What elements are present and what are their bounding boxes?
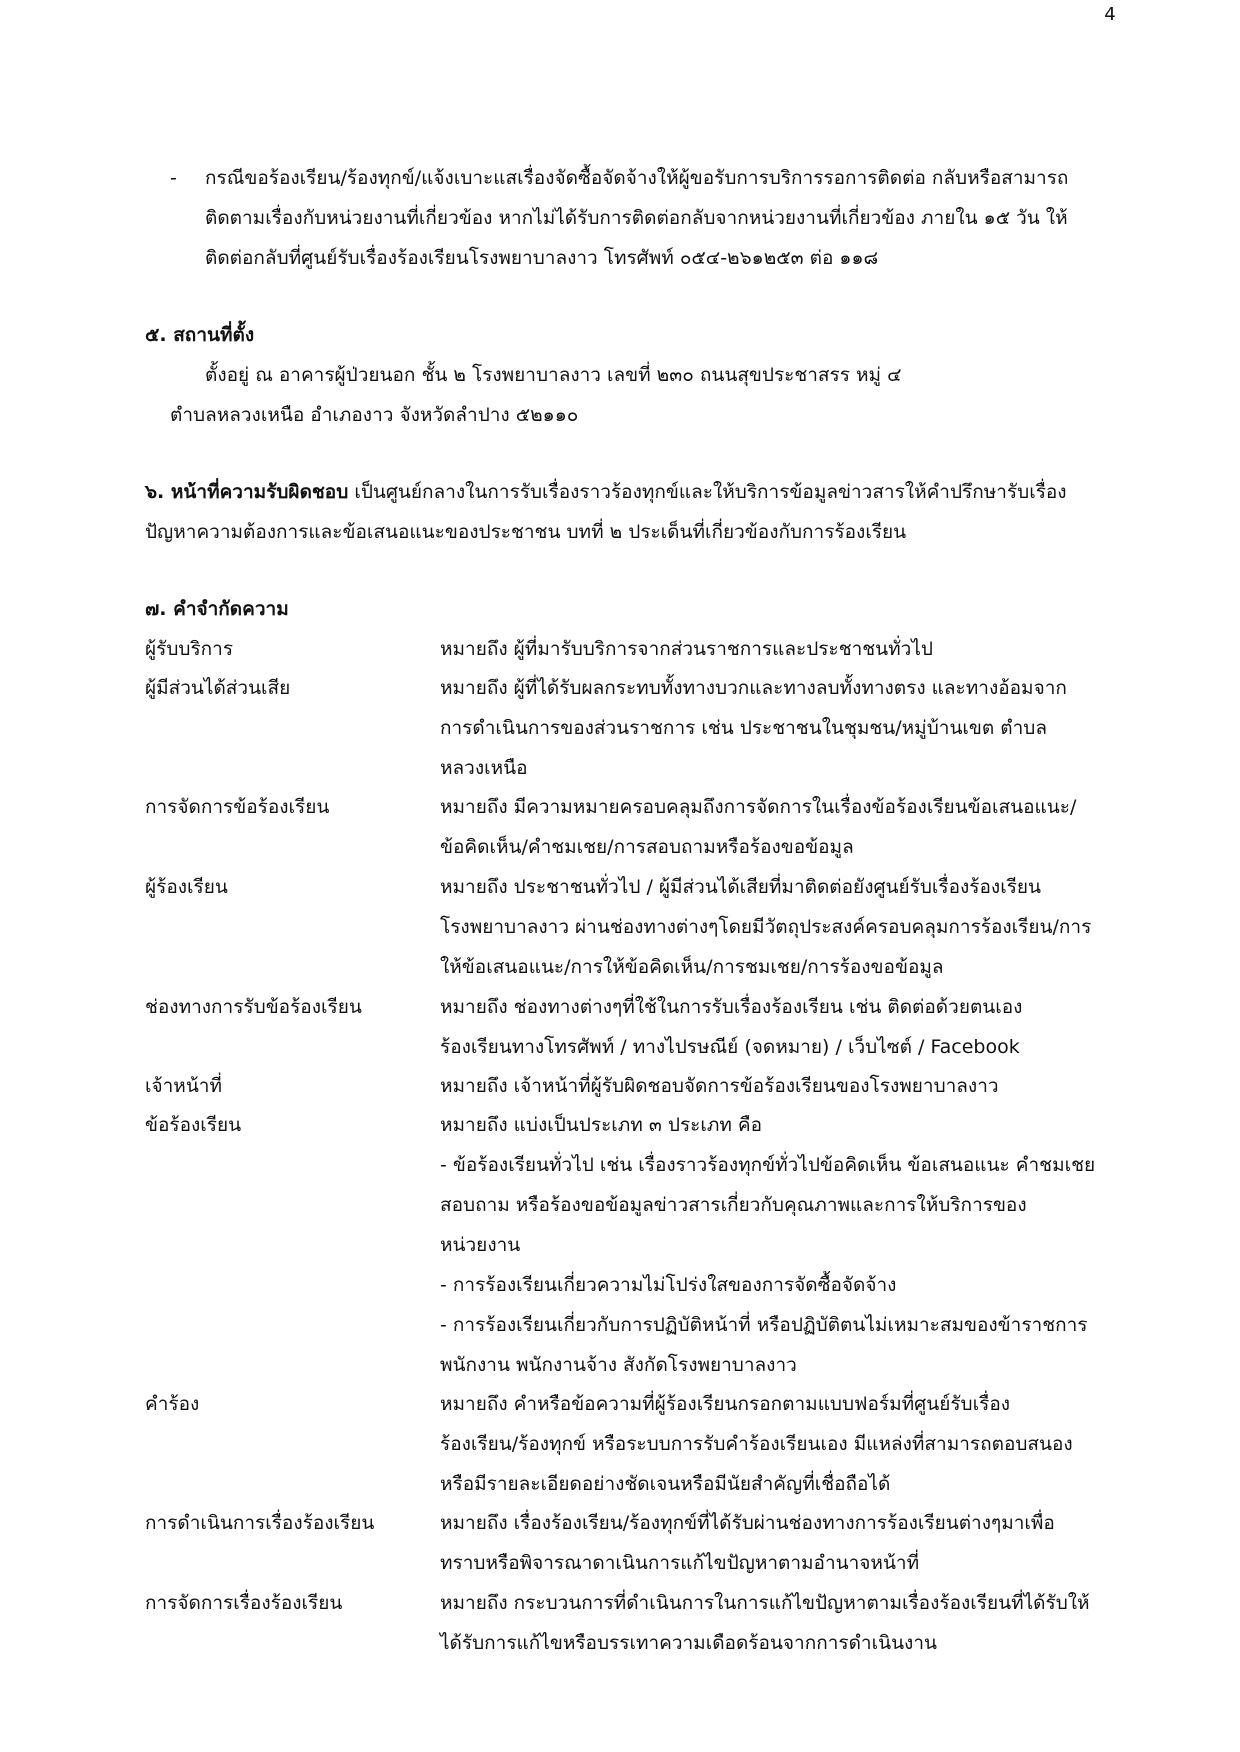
- definition-text: ร้องเรียนทางโทรศัพท์ / ทางไปรษณีย์ (จดหมาย) / เว็บไซต์ / Facebook: [440, 1036, 1020, 1058]
- definition-text: หมายถึง ผู้ที่ได้รับผลกระทบทั้งทางบวกและทางลบทั้งทางตรง และทางอ้อมจาก: [440, 677, 1067, 699]
- definition-term: ผู้มีส่วนได้ส่วนเสีย: [145, 677, 291, 699]
- definition-text: พนักงาน พนักงานจ้าง สังกัดโรงพยาบาลงาว: [440, 1354, 797, 1376]
- definition-text: สอบถาม หรือร้องขอข้อมูลข่าวสารเกี่ยวกับคุณภาพและการให้บริการของ: [440, 1194, 1027, 1216]
- bullet-line: ติดตามเรื่องกับหน่วยงานที่เกี่ยวข้อง หากไม่ได้รับการติดต่อกลับจากหน่วยงานที่เกี่ยวข้อง ภายใน ๑๕ วัน ให้: [205, 207, 1068, 229]
- definition-text: ได้รับการแก้ไขหรือบรรเทาความเดือดร้อนจากการดำเนินงาน: [440, 1632, 937, 1654]
- definition-text: หมายถึง กระบวนการที่ดำเนินการในการแก้ไขปัญหาตามเรื่องร้องเรียนที่ได้รับให้: [440, 1592, 1090, 1614]
- definition-term: การจัดการข้อร้องเรียน: [145, 796, 330, 818]
- definition-text: หมายถึง แบ่งเป็นประเภท ๓ ประเภท คือ: [440, 1114, 763, 1136]
- definition-text: หมายถึง มีความหมายครอบคลุมถึงการจัดการในเรื่องข้อร้องเรียนข้อเสนอแนะ/: [440, 796, 1077, 818]
- definition-term: ข้อร้องเรียน: [145, 1114, 242, 1136]
- definition-term: เจ้าหน้าที่: [145, 1075, 223, 1097]
- definition-text: หมายถึง เรื่องร้องเรียน/ร้องทุกข์ที่ได้รับผ่านช่องทางการร้องเรียนต่างๆมาเพื่อ: [440, 1512, 1055, 1534]
- definition-text: หน่วยงาน: [440, 1234, 521, 1256]
- definition-text: หลวงเหนือ: [440, 757, 528, 779]
- definition-text: โรงพยาบาลงาว ผ่านช่องทางต่างๆโดยมีวัตถุประสงค์ครอบคลุมการร้องเรียน/การ: [440, 916, 1092, 938]
- definition-text: - การร้องเรียนเกี่ยวความไม่โปร่งใสของการจัดซื้อจัดจ้าง: [440, 1274, 897, 1296]
- bullet-line: ติดต่อกลับที่ศูนย์รับเรื่องร้องเรียนโรงพยาบาลงาว โทรศัพท์ ๐๕๔-๒๖๑๒๕๓ ต่อ ๑๑๘: [205, 247, 879, 269]
- definition-term: คำร้อง: [145, 1393, 200, 1415]
- section6-line2: ปัญหาความต้องการและข้อเสนอแนะของประชาชน บทที่ ๒ ประเด็นที่เกี่ยวข้องกับการร้องเรียน: [145, 521, 907, 543]
- definition-text: หมายถึง เจ้าหน้าที่ผู้รับผิดชอบจัดการข้อร้องเรียนของโรงพยาบาลงาว: [440, 1075, 999, 1097]
- definition-text: ให้ข้อเสนอแนะ/การให้ข้อคิดเห็น/การชมเชย/การร้องขอข้อมูล: [440, 956, 944, 978]
- definition-text: - การร้องเรียนเกี่ยวกับการปฏิบัติหน้าที่ หรือปฏิบัติตนไม่เหมาะสมของข้าราชการ: [440, 1314, 1088, 1336]
- section5-heading: ๕. สถานที่ตั้ง: [145, 324, 255, 346]
- definition-term: ผู้รับบริการ: [145, 638, 234, 660]
- section6-line1: [145, 477, 1067, 507]
- section6-line1-text: เป็นศูนย์กลางในการรับเรื่องราวร้องทุกข์และให้บริการข้อมูลข่าวสารให้คำปรึกษารับเรื่อง: [348, 481, 1067, 503]
- definition-text: หมายถึง คำหรือข้อความที่ผู้ร้องเรียนกรอกตามแบบฟอร์มที่ศูนย์รับเรื่อง: [440, 1393, 1011, 1415]
- definition-term: การจัดการเรื่องร้องเรียน: [145, 1592, 343, 1614]
- definition-text: ทราบหรือพิจารณาดาเนินการแก้ไขปัญหาตามอำนาจหน้าที่: [440, 1552, 920, 1574]
- bullet-dash: -: [170, 167, 177, 189]
- definition-text: - ข้อร้องเรียนทั่วไป เช่น เรื่องราวร้องทุกข์ทั่วไปข้อคิดเห็น ข้อเสนอแนะ คำชมเชย: [440, 1154, 1096, 1176]
- definition-term: ช่องทางการรับข้อร้องเรียน: [145, 996, 362, 1018]
- definition-text: ข้อคิดเห็น/คำชมเชย/การสอบถามหรือร้องขอข้อมูล: [440, 836, 854, 858]
- page-number: 4: [1104, 4, 1116, 25]
- definition-text: ร้องเรียน/ร้องทุกข์ หรือระบบการรับคำร้องเรียนเอง มีแหล่งที่สามารถตอบสนอง: [440, 1433, 1073, 1455]
- section7-heading: ๗. คำจำกัดความ: [145, 598, 289, 620]
- definition-text: หมายถึง ประชาชนทั่วไป / ผู้มีส่วนได้เสียที่มาติดต่อยังศูนย์รับเรื่องร้องเรียน: [440, 876, 1042, 898]
- section5-line: ตำบลหลวงเหนือ อำเภองาว จังหวัดลำปาง ๕๒๑๑๐: [170, 404, 579, 426]
- definition-text: หมายถึง ผู้ที่มารับบริการจากส่วนราชการและประชาชนทั่วไป: [440, 638, 933, 660]
- section5-line: ตั้งอยู่ ณ อาคารผู้ป่วยนอก ชั้น ๒ โรงพยาบาลงาว เลขที่ ๒๓๐ ถนนสุขประชาสรร หมู่ ๔: [205, 364, 902, 386]
- definition-term: การดำเนินการเรื่องร้องเรียน: [145, 1512, 375, 1534]
- definition-term: ผู้ร้องเรียน: [145, 876, 228, 898]
- definition-text: หมายถึง ช่องทางต่างๆที่ใช้ในการรับเรื่องร้องเรียน เช่น ติดต่อด้วยตนเอง: [440, 996, 1023, 1018]
- bullet-line: กรณีขอร้องเรียน/ร้องทุกข์/แจ้งเบาะแสเรื่องจัดซื้อจัดจ้างให้ผู้ขอรับการบริการรอการติดต่อ กลับหรือสามารถ: [205, 167, 1069, 189]
- definition-text: การดำเนินการของส่วนราชการ เช่น ประชาชนในชุมชน/หมู่บ้านเขต ตำบล: [440, 717, 1047, 739]
- section6-heading: ๖. หน้าที่ความรับผิดชอบ: [145, 481, 349, 503]
- definition-text: หรือมีรายละเอียดอย่างชัดเจนหรือมีนัยสำคัญที่เชื่อถือได้: [440, 1473, 891, 1495]
